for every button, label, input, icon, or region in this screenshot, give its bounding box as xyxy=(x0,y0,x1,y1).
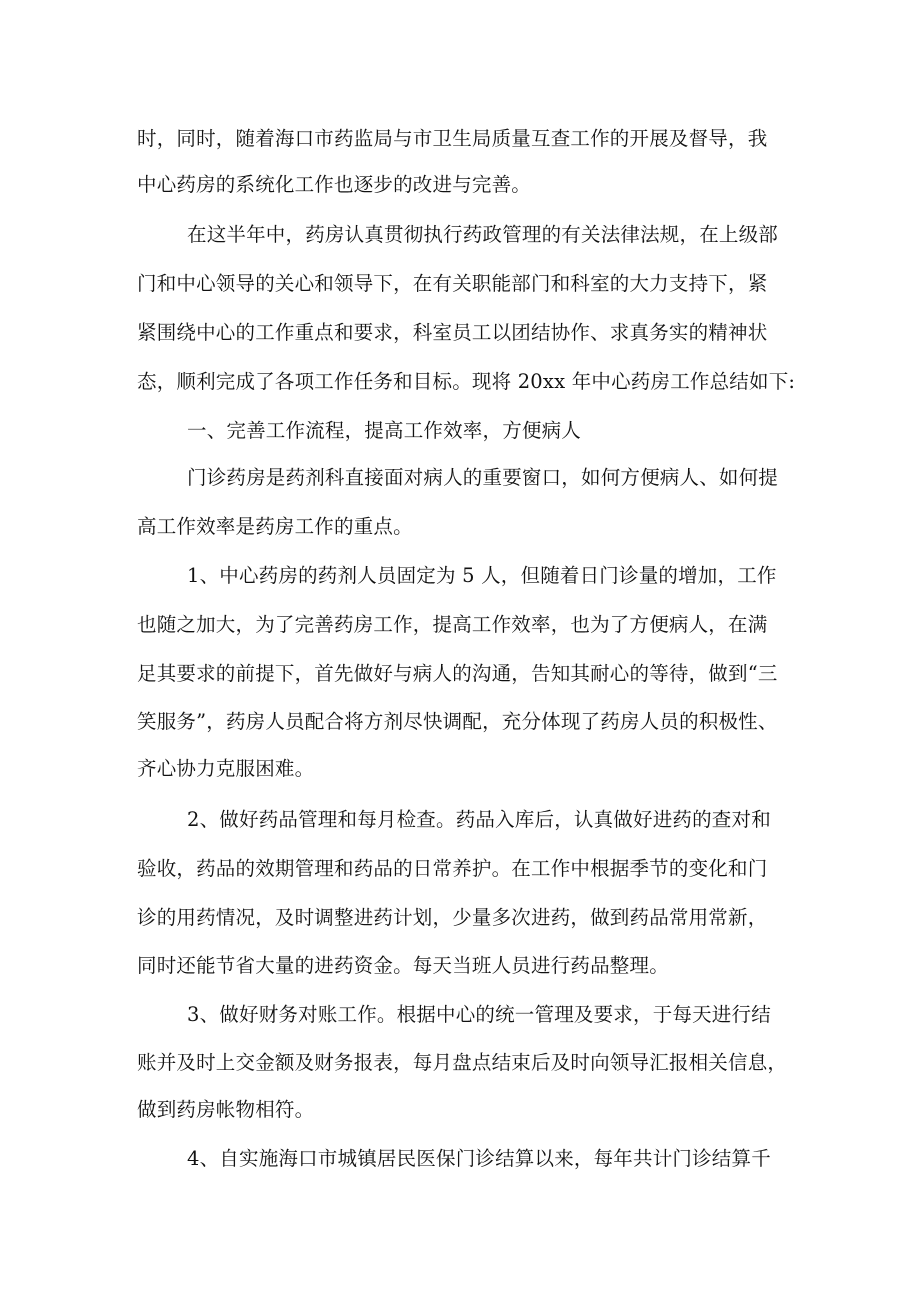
text-line: 2、做好药品管理和每月检查。药品入库后，认真做好进药的查对和 xyxy=(187,808,771,831)
text-line: 一、完善工作流程，提高工作效率，方便病人 xyxy=(187,419,582,442)
text-line: 态，顺利完成了各项工作任务和目标。现将 20xx 年中心药房工作总结如下: xyxy=(137,370,796,393)
text-line: 齐心协力克服困难。 xyxy=(137,757,315,780)
text-line: 时，同时，随着海口市药监局与市卫生局质量互查工作的开展及督导，我 xyxy=(137,127,768,150)
text-line: 4、自实施海口市城镇居民医保门诊结算以来，每年共计门诊结算千 xyxy=(187,1147,771,1170)
text-line: 门和中心领导的关心和领导下，在有关职能部门和科室的大力支持下，紧 xyxy=(137,272,768,295)
text-line: 在这半年中，药房认真贯彻执行药政管理的有关法律法规，在上级部 xyxy=(187,223,779,246)
text-line: 诊的用药情况，及时调整进药计划，少量多次进药，做到药品常用常新， xyxy=(137,906,768,929)
text-line: 做到药房帐物相符。 xyxy=(137,1098,315,1121)
text-line: 验收，药品的效期管理和药品的日常养护。在工作中根据季节的变化和门 xyxy=(137,857,768,880)
text-line: 也随之加大，为了完善药房工作，提高工作效率，也为了方便病人，在满 xyxy=(137,613,768,636)
text-line: 中心药房的系统化工作也逐步的改进与完善。 xyxy=(137,173,532,196)
text-line: 账并及时上交金额及财务报表，每月盘点结束后及时向领导汇报相关信息， xyxy=(137,1051,788,1074)
text-line: 足其要求的前提下，首先做好与病人的沟通，告知其耐心的等待，做到“三 xyxy=(137,662,778,685)
text-line: 1、中心药房的药剂人员固定为 5 人，但随着日门诊量的增加，工作 xyxy=(187,564,777,587)
text-line: 同时还能节省大量的进药资金。每天当班人员进行药品整理。 xyxy=(137,954,669,977)
text-line: 笑服务”，药房人员配合将方剂尽快调配，充分体现了药房人员的积极性、 xyxy=(137,710,778,733)
text-line: 紧围绕中心的工作重点和要求，科室员工以团结协作、求真务实的精神状 xyxy=(137,321,768,344)
text-line: 门诊药房是药剂科直接面对病人的重要窗口，如何方便病人、如何提 xyxy=(187,466,779,489)
text-line: 高工作效率是药房工作的重点。 xyxy=(137,515,413,538)
text-line: 3、做好财务对账工作。根据中心的统一管理及要求，于每天进行结 xyxy=(187,1003,771,1026)
